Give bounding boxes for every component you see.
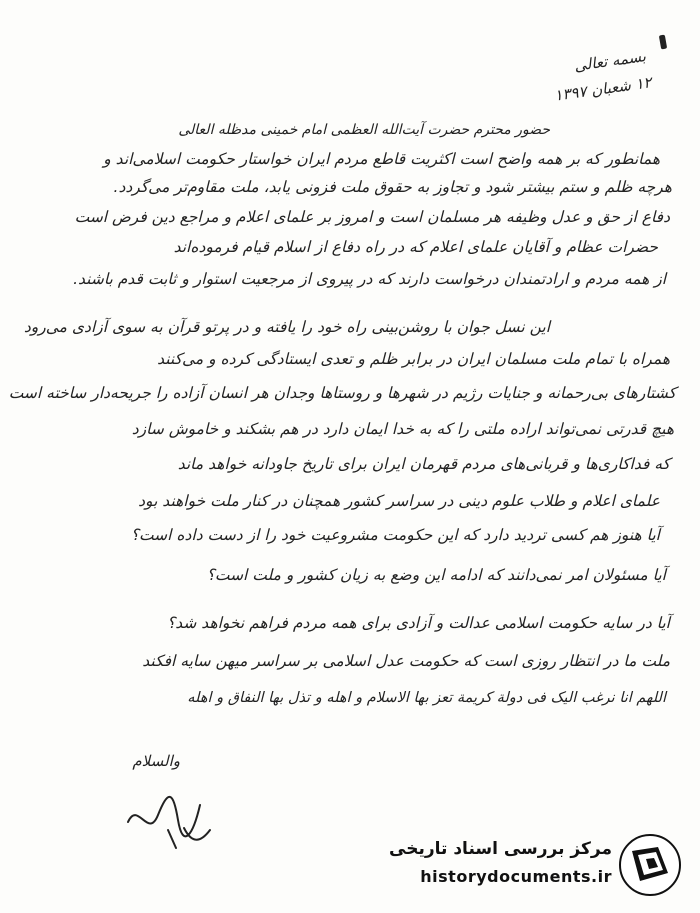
watermark-label-fa: مرکز بررسی اسناد تاریخی <box>389 839 612 859</box>
letter-line-13: آیا مسئولان امر نمی‌دانند که ادامه این وضع به زیان کشور و ملت است؟ <box>206 566 666 584</box>
letter-line-15: ملت ما در انتظار روزی است که حکومت عدل اسلامی بر سراسر میهن سایه افکند <box>142 652 670 670</box>
letter-line-9: هیچ قدرتی نمی‌تواند اراده ملتی را که به خدا ایمان دارد در هم بشکند و خاموش سازد <box>131 420 674 438</box>
letter-line-5: از همه مردم و ارادتمندان درخواست دارند که در پیروی از مرجعیت استوار و ثابت قدم باشند. <box>73 270 666 288</box>
letter-line-10: که فداکاری‌ها و قربانی‌های مردم قهرمان ایران برای تاریخ جاودانه خواهد ماند <box>177 455 670 473</box>
closing: والسلام <box>132 752 180 770</box>
letter-line-16: اللهم انا نرغب الیک فی دولة کریمة تعز بها الاسلام و اهله و تذل بها النفاق و اهله <box>187 690 666 706</box>
letter-line-4: حضرات عظام و آقایان علمای اعلام که در راه دفاع از اسلام قیام فرموده‌اند <box>173 238 658 256</box>
letter-line-2: هرچه ظلم و ستم بیشتر شود و تجاوز به حقوق ملت فزونی یابد، ملت مقاوم‌تر می‌گردد. <box>113 178 672 196</box>
letter-line-12: آیا هنوز هم کسی تردید دارد که این حکومت مشروعیت خود را از دست داده است؟ <box>130 526 660 544</box>
handwritten-signature <box>118 760 228 850</box>
letter-date: ۱۲ شعبان ۱۳۹۷ <box>553 73 653 105</box>
letter-line-7: همراه با تمام ملت مسلمان ایران در برابر ظلم و تعدی ایستادگی کرده و می‌کنند <box>157 350 670 368</box>
watermark-url: historydocuments.ir <box>420 867 612 886</box>
letter-line-14: آیا در سایه حکومت اسلامی عدالت و آزادی برای همه مردم فراهم نخواهد شد؟ <box>167 614 670 632</box>
archive-watermark <box>382 831 682 901</box>
salutation: حضور محترم حضرت آیت‌الله العظمی امام خمینی مدظله العالی <box>178 122 550 138</box>
invocation: بسمه تعالی <box>573 47 647 75</box>
letter-line-3: دفاع از حق و عدل وظیفه هر مسلمان است و امروز بر علمای اعلام و مراجع دین فرض است <box>74 208 670 226</box>
letter-line-6: این نسل جوان با روشن‌بینی راه خود را یافته و در پرتو قرآن به سوی آزادی می‌رود <box>23 318 550 336</box>
archive-logo-icon <box>618 833 682 897</box>
letter-line-1: همانطور که بر همه واضح است اکثریت قاطع مردم ایران خواستار حکومت اسلامی‌اند و <box>103 150 660 168</box>
letter-line-8: کشتارهای بی‌رحمانه و جنایات رژیم در شهرها و روستاها وجدان هر انسان آزاده را جریحه‌دار ساخته است <box>8 384 676 402</box>
letter-line-11: علمای اعلام و طلاب علوم دینی در سراسر کشور همچنان در کنار ملت خواهند بود <box>138 492 660 510</box>
ink-mark <box>659 35 667 50</box>
